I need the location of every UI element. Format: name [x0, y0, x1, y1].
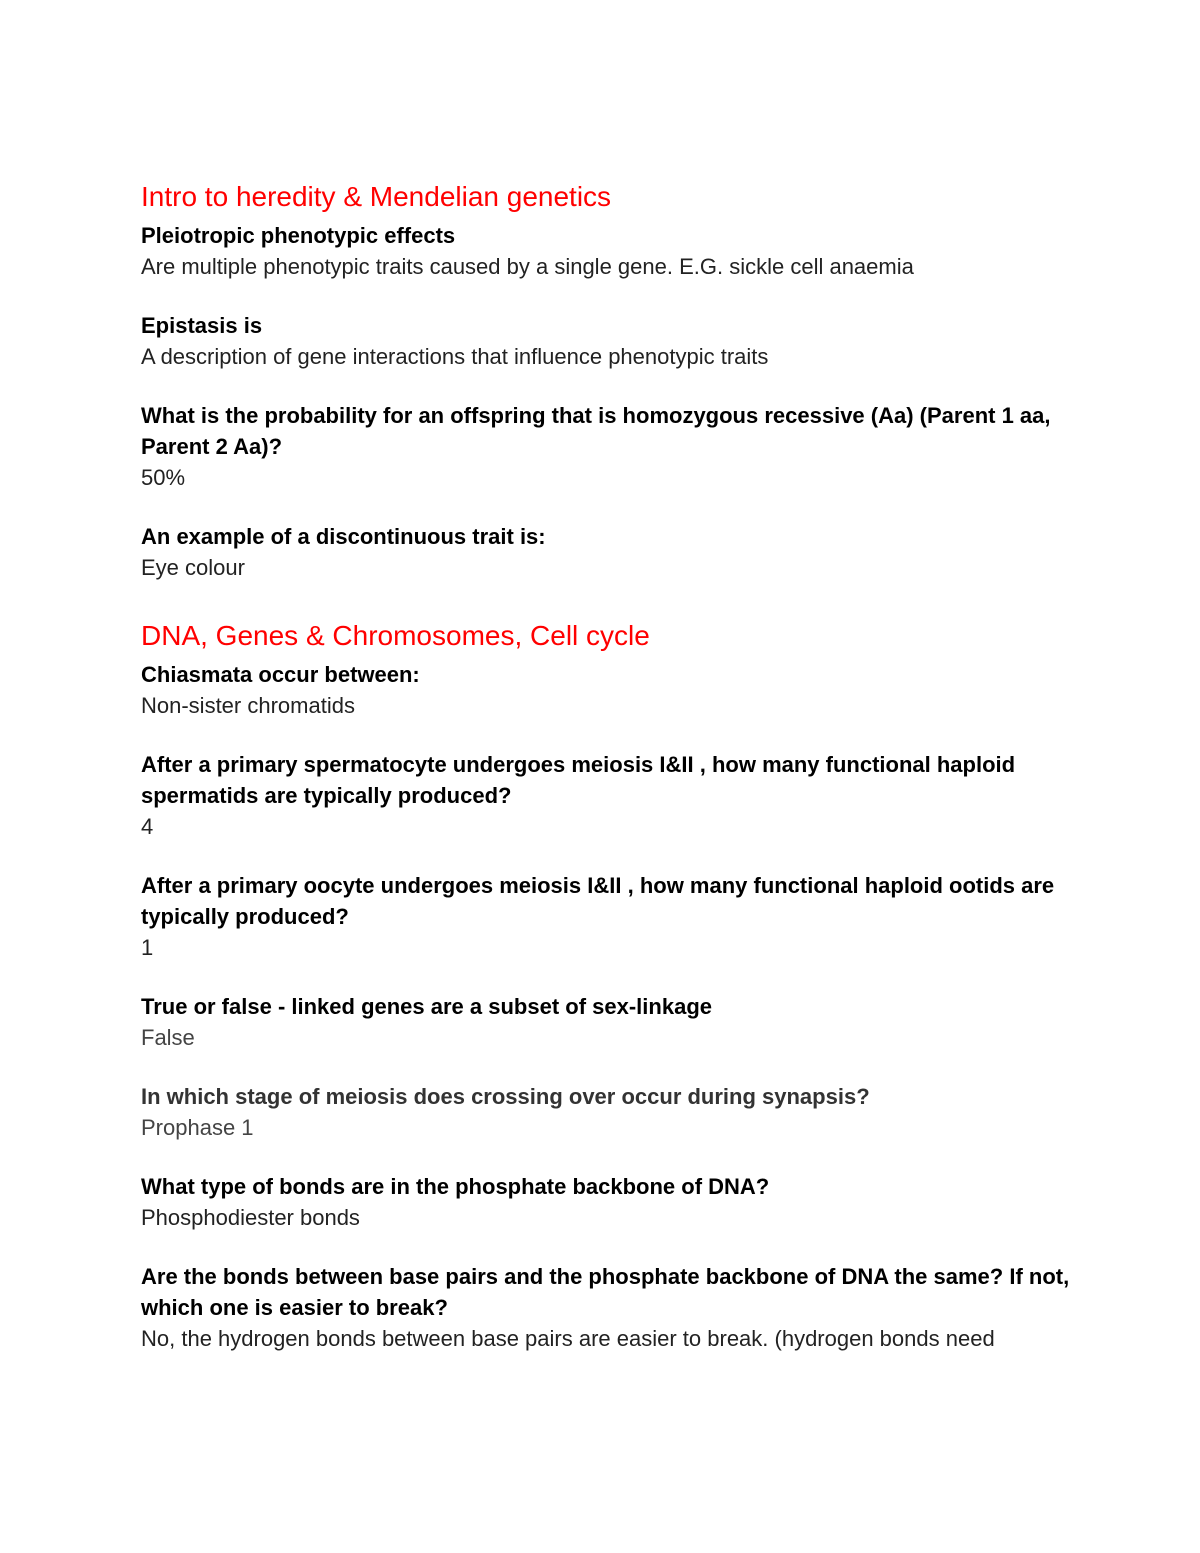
qa-item-bond-strength	[141, 1261, 1081, 1354]
answer: Phosphodiester bonds	[141, 1205, 360, 1230]
question: Pleiotropic phenotypic effects	[141, 223, 456, 248]
qa-item-crossing-over	[141, 1081, 1081, 1143]
question: In which stage of meiosis does crossing over occur during synapsis?	[141, 1084, 870, 1109]
answer: Eye colour	[141, 555, 245, 580]
question: What is the probability for an offspring that is homozygous recessive (Aa) (Parent 1 aa, Parent 2 Aa)?	[141, 403, 1051, 459]
question: Epistasis is	[141, 313, 263, 338]
answer: False	[141, 1025, 195, 1050]
question: An example of a discontinuous trait is:	[141, 524, 546, 549]
answer: 4	[141, 814, 154, 839]
qa-item-oocyte	[141, 870, 1081, 963]
qa-item-probability	[141, 400, 1081, 493]
question: Are the bonds between base pairs and the phosphate backbone of DNA the same? If not, which one is easier to break?	[141, 1264, 1070, 1320]
answer: Non-sister chromatids	[141, 693, 355, 718]
qa-item-discontinuous-trait	[141, 521, 1081, 583]
question: True or false - linked genes are a subset of sex-linkage	[141, 994, 712, 1019]
document-page	[141, 178, 1081, 1382]
section-heading-dna: DNA, Genes & Chromosomes, Cell cycle	[141, 620, 650, 651]
answer: 1	[141, 935, 154, 960]
section-heading-heredity: Intro to heredity & Mendelian genetics	[141, 181, 612, 212]
answer: A description of gene interactions that influence phenotypic traits	[141, 344, 769, 369]
question: What type of bonds are in the phosphate backbone of DNA?	[141, 1174, 770, 1199]
qa-item-epistasis	[141, 310, 1081, 372]
answer: Prophase 1	[141, 1115, 254, 1140]
qa-item-chiasmata	[141, 659, 1081, 721]
question: Chiasmata occur between:	[141, 662, 420, 687]
qa-item-spermatocyte	[141, 749, 1081, 842]
answer: Are multiple phenotypic traits caused by a single gene. E.G. sickle cell anaemia	[141, 254, 914, 279]
answer: No, the hydrogen bonds between base pairs are easier to break. (hydrogen bonds need	[141, 1326, 995, 1351]
question: After a primary spermatocyte undergoes meiosis I&II , how many functional haploid spermatids are typically produced?	[141, 752, 1016, 808]
question: After a primary oocyte undergoes meiosis I&II , how many functional haploid ootids are typically produced?	[141, 873, 1055, 929]
qa-item-phosphate-backbone	[141, 1171, 1081, 1233]
qa-item-linked-genes	[141, 991, 1081, 1053]
qa-item-pleiotropic	[141, 220, 1081, 282]
answer: 50%	[141, 465, 186, 490]
